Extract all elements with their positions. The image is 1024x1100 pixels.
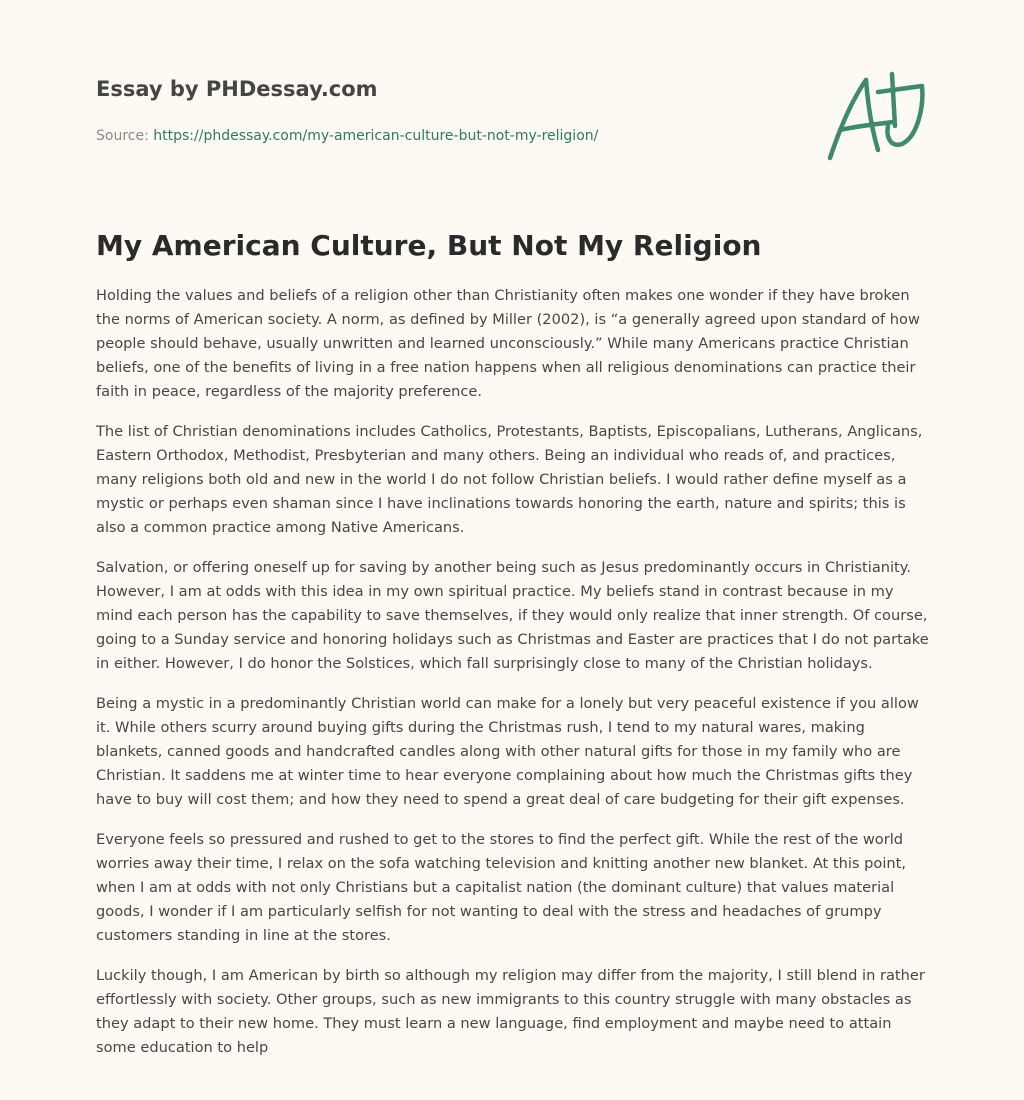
source-link[interactable]: https://phdessay.com/my-american-culture-but-not-my-religion/ [153, 128, 599, 144]
essay-paragraph: Everyone feels so pressured and rushed to get to the stores to find the perfect gift. While the rest of the world worries away their time, I relax on the sofa watching television and knitting another new blanket. At this point, when I am at odds with not only Christians but a capitalist nation (the dominant culture) that values material goods, I wonder if I am particularly selfish for not wanting to deal with the stress and headaches of grumpy customers standing in line at the stores. [96, 831, 907, 944]
page-header [96, 74, 816, 146]
essay-title: My American Culture, But Not My Religion [96, 229, 762, 262]
source-line [96, 126, 816, 146]
essay-paragraph: Being a mystic in a predominantly Christian world can make for a lonely but very peaceful existence if you allow it. While others scurry around buying gifts during the Christmas rush, I tend to my natural wares, making blankets, canned goods and handcrafted candles along with other natural gifts for those in my family who are Christian. It saddens me at winter time to hear everyone complaining about how much the Christmas gifts they have to buy will cost them; and how they need to spend a great deal of care budgeting for their gift expenses. [96, 695, 919, 808]
essay-body [96, 284, 932, 1076]
essay-paragraph: Salvation, or offering oneself up for saving by another being such as Jesus predominantly occurs in Christianity. However, I am at odds with this idea in my own spiritual practice. My beliefs stand in contrast because in my mind each person has the capability to save themselves, if they would only realize that inner strength. Of course, going to a Sunday service and honoring holidays such as Christmas and Easter are practices that I do not partake in either. However, I do honor the Solstices, which fall surprisingly close to many of the Christian holidays. [96, 559, 929, 672]
essay-paragraph: Luckily though, I am American by birth so although my religion may differ from the majority, I still blend in rather effortlessly with society. Other groups, such as new immigrants to this country struggle with many obstacles as they adapt to their new home. They must learn a new language, find employment and maybe need to attain some education to help [96, 967, 925, 1056]
essay-paragraph: Holding the values and beliefs of a religion other than Christianity often makes one wonder if they have broken the norms of American society. A norm, as defined by Miller (2002), is “a generally agreed upon standard of how people should behave, usually unwritten and learned unconsciously.” While many Americans practice Christian beliefs, one of the benefits of living in a free nation happens when all religious denominations can practice their faith in peace, regardless of the majority preference. [96, 287, 920, 400]
brand-title: Essay by PHDessay.com [96, 77, 378, 101]
source-label: Source: [96, 128, 149, 144]
essay-paragraph: The list of Christian denominations includes Catholics, Protestants, Baptists, Episcopalians, Lutherans, Anglicans, Eastern Orthodox, Methodist, Presbyterian and many others. Being an individual who reads of, and practices, many religions both old and new in the world I do not follow Christian beliefs. I would rather define myself as a mystic or perhaps even shaman since I have inclinations towards honoring the earth, nature and spirits; this is also a common practice among Native Americans. [96, 423, 923, 536]
a-plus-grade-icon [822, 66, 928, 166]
